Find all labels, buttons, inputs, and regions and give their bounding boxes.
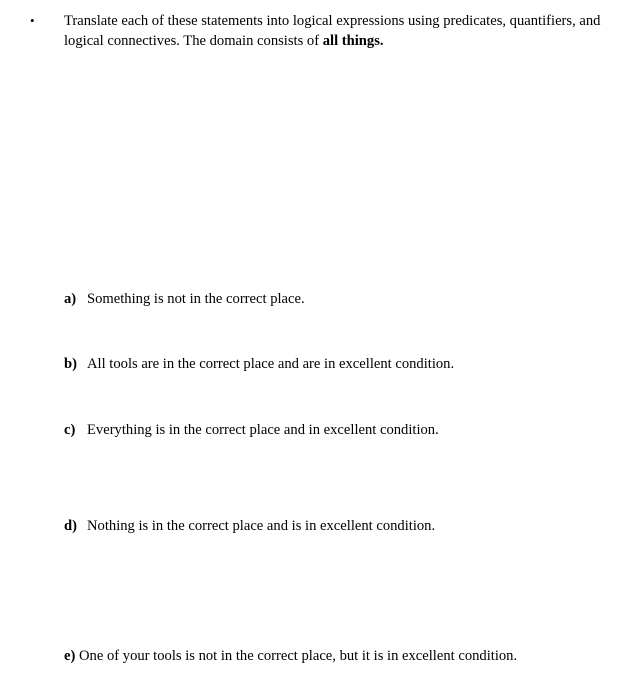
- question-c: [64, 421, 439, 439]
- question-d: [64, 517, 435, 535]
- question-e-label: e): [64, 648, 76, 664]
- question-b: [64, 355, 454, 373]
- instructions-text-plain: Translate each of these statements into logical expressions using predicates, quantifiers, and logical connectives. The domain consists of: [64, 13, 601, 49]
- question-a-label: a): [64, 291, 77, 307]
- instructions-text-bold: all things.: [322, 33, 384, 49]
- question-c-label: c): [64, 422, 76, 438]
- question-a-text: Something is not in the correct place.: [87, 291, 305, 307]
- bullet-icon: •: [30, 13, 35, 28]
- question-b-text: All tools are in the correct place and are in excellent condition.: [87, 356, 455, 372]
- instructions-text: [64, 11, 620, 51]
- question-b-label: b): [64, 356, 77, 372]
- question-a: [64, 290, 305, 308]
- question-e-text: One of your tools is not in the correct place, but it is in excellent condition.: [79, 648, 518, 664]
- question-d-text: Nothing is in the correct place and is in excellent condition.: [87, 518, 436, 534]
- question-e: [64, 647, 517, 665]
- question-c-text: Everything is in the correct place and in excellent condition.: [87, 422, 439, 438]
- question-d-label: d): [64, 518, 77, 534]
